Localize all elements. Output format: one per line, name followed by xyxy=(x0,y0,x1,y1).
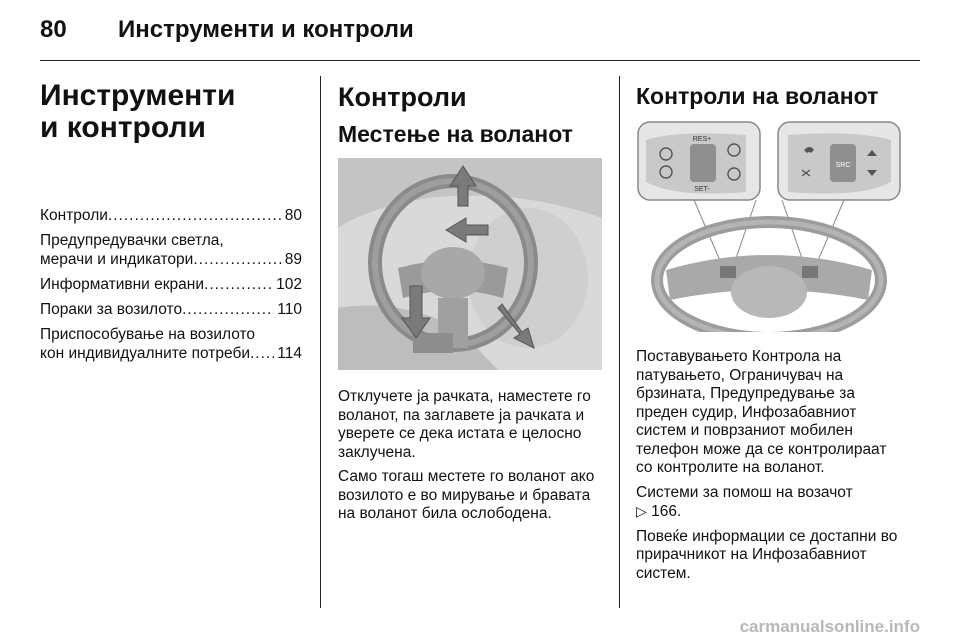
arrow-right-icon: ▷ xyxy=(636,503,647,519)
wheel-controls-illustration xyxy=(636,120,902,332)
section-heading: Контроли на воланот xyxy=(636,83,879,109)
toc-label-line: Предупредувачки светла, xyxy=(40,232,224,249)
toc-entry[interactable] xyxy=(40,325,302,363)
toc-page: 102 xyxy=(276,276,302,293)
table-of-contents xyxy=(40,206,302,363)
paragraph xyxy=(636,484,902,522)
wheel-controls-column xyxy=(636,76,902,589)
paragraph: Поставувањето Контрола на патувањето, Ограничувач на брзината, Предупредување за преден судир, Инфозабавниот систем и поврзаниот мобилен телефон може да се контролираат со контролите на воланот. xyxy=(636,348,887,476)
toc-label: Контроли xyxy=(40,207,108,224)
column-divider xyxy=(619,76,620,608)
toc-label: Пораки за возилото xyxy=(40,301,183,318)
running-title: Инструменти и контроли xyxy=(118,16,414,43)
toc-page: 80 xyxy=(284,207,302,224)
toc-page: 110 xyxy=(277,301,302,318)
wheel-controls-figure xyxy=(636,120,902,332)
toc-label: мерачи и индикатори xyxy=(40,251,194,268)
src-label: SRC xyxy=(835,162,851,169)
chapter-column xyxy=(40,76,302,369)
header-divider xyxy=(40,60,920,61)
set-label: SET- xyxy=(694,186,710,193)
toc-label: кон индивидуалните потреби xyxy=(40,345,250,362)
res-label: RES+ xyxy=(692,136,712,143)
toc-leader xyxy=(182,300,274,319)
toc-label: Информативни екрани xyxy=(40,276,205,293)
toc-entry[interactable] xyxy=(40,275,302,294)
page-number: 80 xyxy=(40,16,67,43)
watermark: carmanualsonline.info xyxy=(739,617,920,636)
paragraph: Отклучете ја рачката, наместете го воланот, па заглавете ја рачката и уверете се дека истата е целосно заклучена. xyxy=(338,388,591,461)
toc-leader xyxy=(193,250,281,269)
column-divider xyxy=(320,76,321,608)
toc-leader xyxy=(108,206,282,225)
section-heading: Контроли xyxy=(338,82,467,112)
toc-label-line: Приспособување на возилото xyxy=(40,326,256,343)
toc-page: 114 xyxy=(277,345,302,362)
chapter-title: Инструменти и контроли xyxy=(40,79,236,144)
page-reference[interactable]: 166. xyxy=(651,503,682,520)
toc-entry[interactable] xyxy=(40,300,302,319)
steering-adjust-figure xyxy=(338,158,602,370)
paragraph: Повеќе информации се достапни во прирачникот на Инфозабавниот систем. xyxy=(636,527,898,582)
toc-entry[interactable] xyxy=(40,206,302,225)
page-header xyxy=(40,16,920,60)
steering-wheel-illustration xyxy=(338,158,602,370)
toc-leader xyxy=(250,344,274,363)
toc-page: 89 xyxy=(284,251,302,268)
toc-entry[interactable] xyxy=(40,231,302,269)
toc-leader xyxy=(204,275,273,294)
controls-column xyxy=(338,76,602,530)
section-subheading: Местење на воланот xyxy=(338,121,573,147)
paragraph-text: Системи за помош на возачот xyxy=(636,483,853,501)
paragraph: Само тогаш местете го воланот ако возилото е во мирување и бравата на воланот била ослободена. xyxy=(338,468,595,522)
